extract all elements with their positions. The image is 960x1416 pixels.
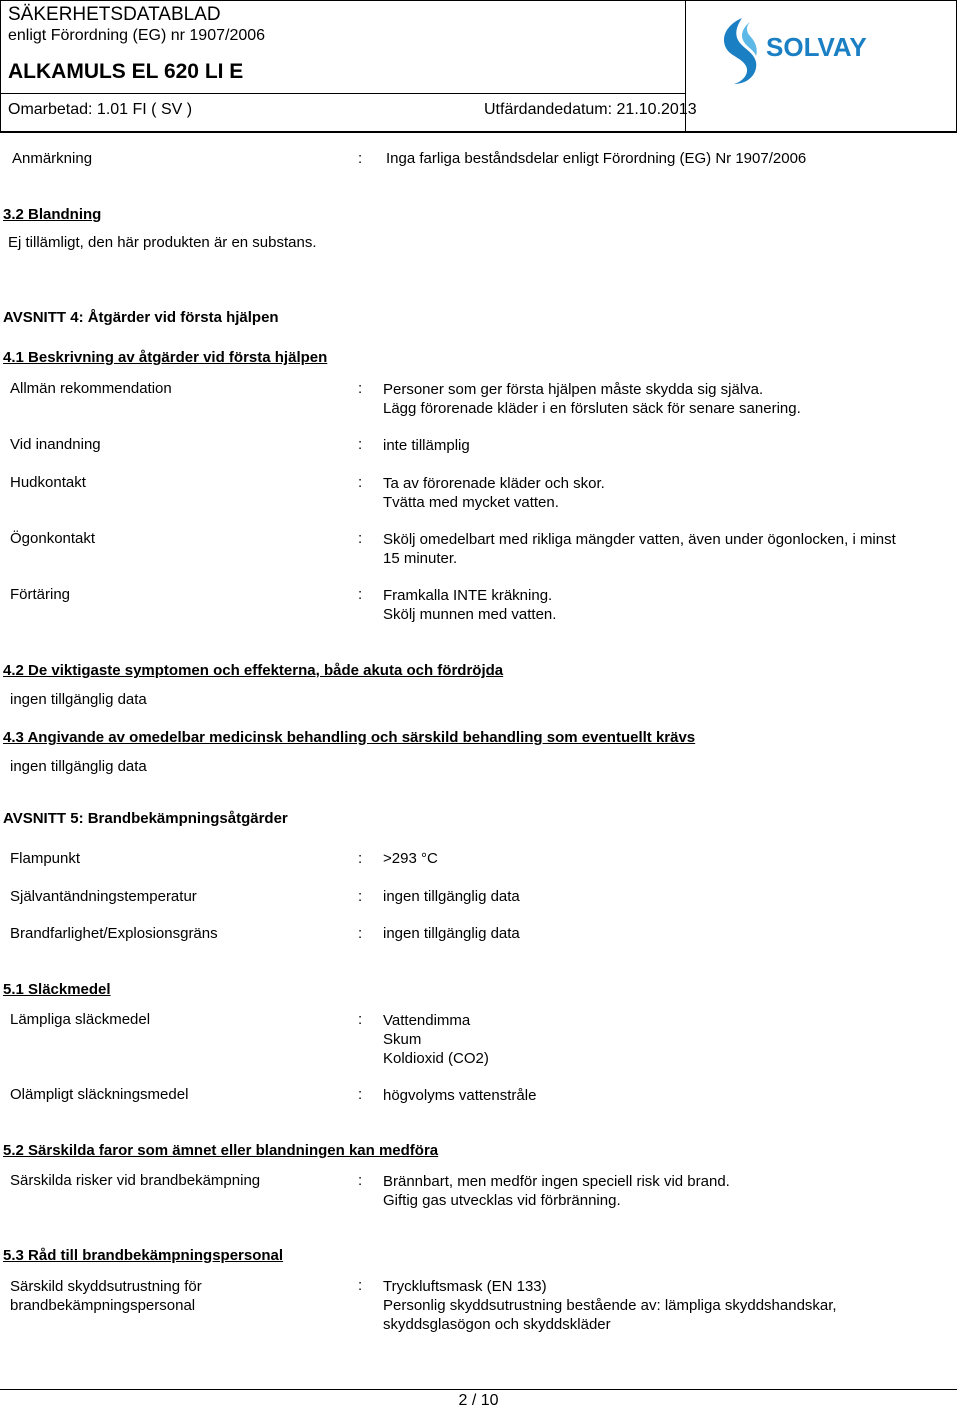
product-name: ALKAMULS EL 620 LI E [8,60,244,83]
section-5-2-title: 5.2 Särskilda faror som ämnet eller blandningen kan medföra [3,1142,439,1159]
row-value: Ta av förorenade kläder och skor. Tvätta med mycket vatten. [383,475,605,511]
section-3-2-text: Ej tillämligt, den här produkten är en substans. [8,234,317,251]
row-label: Flampunkt [10,850,81,867]
note-value: Inga farliga beståndsdelar enligt Förordning (EG) Nr 1907/2006 [386,150,807,167]
row-label: Olämpligt släckningsmedel [10,1086,189,1103]
row-colon: : [358,586,363,603]
row-colon: : [358,1011,363,1028]
section-4-3-text: ingen tillgänglig data [10,758,147,775]
row-value: ingen tillgänglig data [383,888,520,905]
row-label: Självantändningstemperatur [10,888,197,905]
row-value: >293 °C [383,850,438,867]
svg-text:SOLVAY: SOLVAY [766,32,867,62]
row-label: Lämpliga släckmedel [10,1011,151,1028]
revision-info: Omarbetad: 1.01 FI ( SV ) [8,101,193,118]
section-5-1-title: 5.1 Släckmedel [3,981,111,998]
row-label: Särskilda risker vid brandbekämpning [10,1172,261,1189]
section-5-title: AVSNITT 5: Brandbekämpningsåtgärder [3,810,288,827]
row-value: Framkalla INTE kräkning. Skölj munnen med vatten. [383,587,557,623]
row-label: Förtäring [10,586,71,603]
row-value: ingen tillgänglig data [383,925,520,942]
row-colon: : [358,530,363,547]
issue-date: Utfärdandedatum: 21.10.2013 [484,101,697,118]
row-value: högvolyms vattenstråle [383,1087,537,1104]
document-title: SÄKERHETSDATABLAD [8,4,221,25]
row-colon: : [358,1172,363,1189]
row-colon: : [358,888,363,905]
row-colon: : [358,1086,363,1103]
section-4-2-text: ingen tillgänglig data [10,691,147,708]
section-3-2-title: 3.2 Blandning [3,206,102,223]
row-colon: : [358,850,363,867]
row-value: Personer som ger första hjälpen måste skydda sig själva. Lägg förorenade kläder i en försluten säck för senare sanering. [383,381,801,417]
regulation-text: enligt Förordning (EG) nr 1907/2006 [8,27,266,44]
footer-divider [0,1389,957,1390]
row-value: Tryckluftsmask (EN 133) Personlig skyddsutrustning bestående av: lämpliga skyddshandskar, skyddsglasögon och skyddskläder [383,1278,837,1333]
header-divider [0,93,686,94]
row-colon: : [358,380,363,397]
section-4-title: AVSNITT 4: Åtgärder vid första hjälpen [3,309,279,326]
section-4-1-title: 4.1 Beskrivning av åtgärder vid första hjälpen [3,349,328,366]
row-value: Brännbart, men medför ingen speciell risk vid brand. Giftig gas utvecklas vid förbränning. [383,1173,730,1209]
page-number: 2 / 10 [458,1392,499,1409]
row-colon: : [358,436,363,453]
row-colon: : [358,1277,363,1294]
row-label: Brandfarlighet/Explosionsgräns [10,925,218,942]
row-label: Ögonkontakt [10,530,96,547]
row-value: Skölj omedelbart med rikliga mängder vatten, även under ögonlocken, i minst 15 minuter. [383,531,896,567]
row-value: Vattendimma Skum Koldioxid (CO2) [383,1012,489,1067]
row-label: Särskild skyddsutrustning för brandbekämpningspersonal [10,1278,202,1314]
header-divider [0,131,957,132]
section-5-3-title: 5.3 Råd till brandbekämpningspersonal [3,1247,284,1264]
section-4-2-title: 4.2 De viktigaste symptomen och effekterna, både akuta och fördröjda [3,662,504,679]
solvay-logo [712,14,882,88]
row-label: Hudkontakt [10,474,86,491]
row-value: inte tillämplig [383,437,470,454]
row-colon: : [358,474,363,491]
row-colon: : [358,925,363,942]
section-4-3-title: 4.3 Angivande av omedelbar medicinsk behandling och särskild behandling som eventuellt krävs [3,729,696,746]
row-label: Vid inandning [10,436,101,453]
note-colon: : [358,150,363,167]
note-label: Anmärkning [12,150,93,167]
row-label: Allmän rekommendation [10,380,172,397]
